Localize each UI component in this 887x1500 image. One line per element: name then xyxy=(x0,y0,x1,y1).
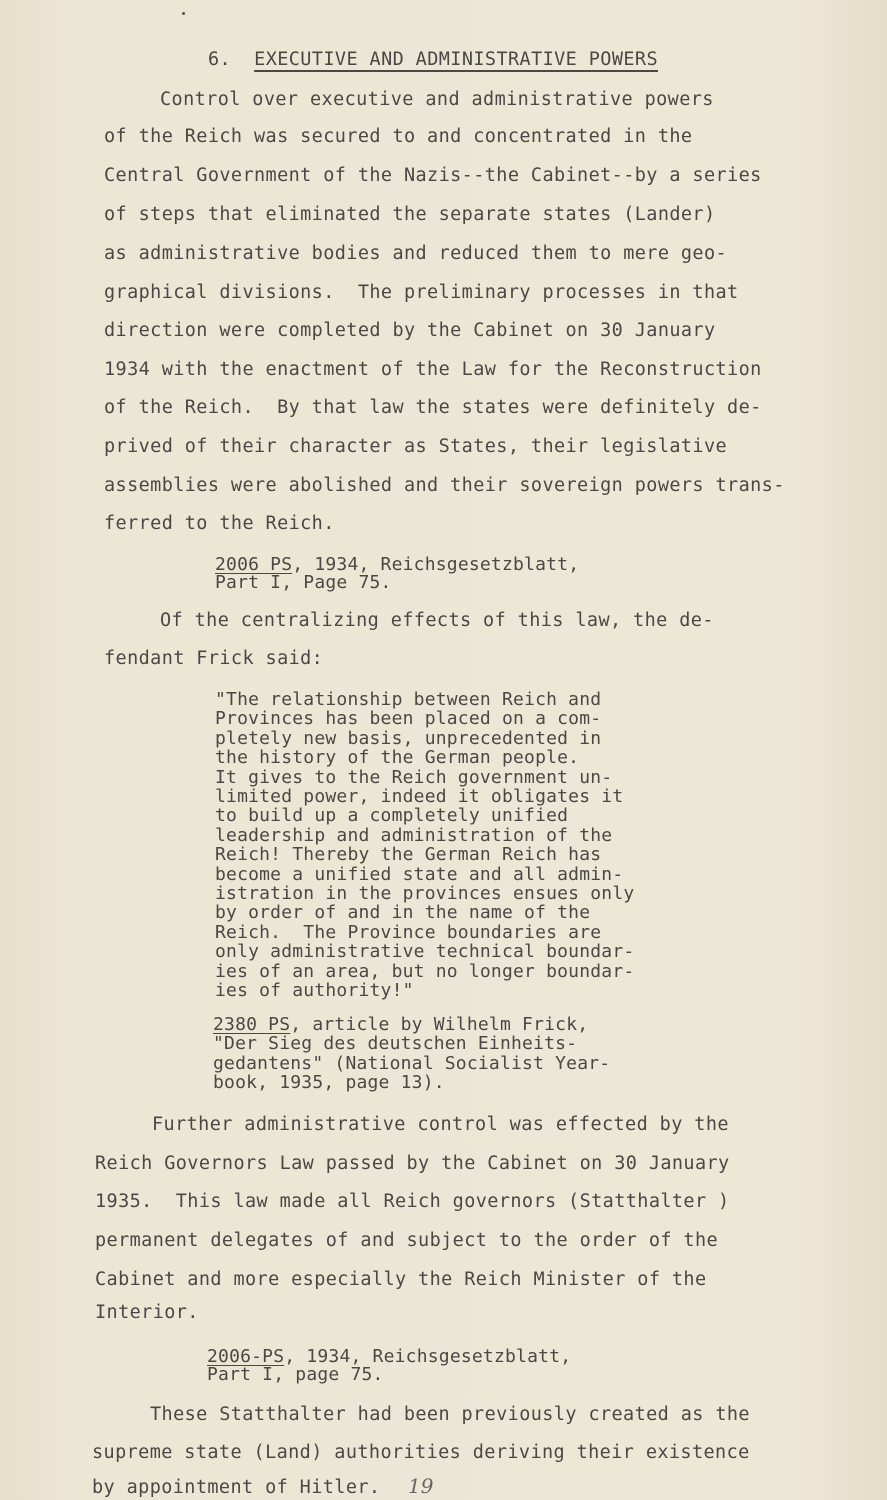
paragraph-line: as administrative bodies and reduced them to mere geo- xyxy=(104,243,728,264)
handwritten-page-number: 19 xyxy=(408,1474,434,1498)
quote-line: Reich! Thereby the German Reich has xyxy=(215,844,602,866)
paragraph-line: of steps that eliminated the separate states (Lander) xyxy=(104,204,716,225)
quote-line: to build up a completely unified xyxy=(215,805,569,827)
quote-line: "The relationship between Reich and xyxy=(215,689,602,710)
paragraph-line: Control over executive and administrative powers xyxy=(160,89,714,110)
citation-ref: 2006 PS xyxy=(215,554,293,575)
quote-line: limited power, indeed it obligates it xyxy=(215,786,624,807)
citation-text: , article by Wilhelm Frick, xyxy=(290,1014,589,1035)
citation-line: gedantens" (National Socialist Year- xyxy=(213,1052,611,1074)
citation-line: Part I, Page 75. xyxy=(215,572,392,593)
paragraph-line: permanent delegates of and subject to the order of the xyxy=(95,1230,719,1251)
citation-text: , 1934, Reichsgesetzblatt, xyxy=(284,1346,572,1367)
quote-line: the history of the German people. xyxy=(215,747,580,769)
citation-ref: 2006-PS xyxy=(207,1346,285,1367)
quote-line: by order of and in the name of the xyxy=(215,902,591,924)
paragraph-line: Reich Governors Law passed by the Cabinet on 30 January xyxy=(95,1153,730,1174)
paragraph-line: Of the centralizing effects of this law, the de- xyxy=(160,610,714,631)
paragraph-line: 1935. This law made all Reich governors (Statthalter ) xyxy=(95,1191,730,1212)
quote-line: Provinces has been placed on a com- xyxy=(215,708,602,730)
citation-line: book, 1935, page 13). xyxy=(213,1071,445,1093)
paragraph-line: Central Government of the Nazis--the Cabinet--by a series xyxy=(104,165,762,186)
quote-line: only administrative technical boundar- xyxy=(215,941,635,963)
quote-line: leadership and administration of the xyxy=(215,824,613,846)
paragraph-line: prived of their character as States, their legislative xyxy=(104,436,728,457)
quote-line: Reich. The Province boundaries are xyxy=(215,921,602,943)
paragraph-line: by appointment of Hitler. xyxy=(92,1477,381,1498)
paragraph-line: of the Reich. By that law the states were definitely de- xyxy=(104,397,762,418)
paragraph-line: Interior. xyxy=(95,1302,199,1323)
quote-line: ies of authority!" xyxy=(215,980,414,1001)
ink-speck xyxy=(182,12,185,15)
quote-line: become a unified state and all admin- xyxy=(215,863,624,885)
paragraph-line: These Statthalter had been previously created as the xyxy=(150,1404,750,1425)
paragraph-line: direction were completed by the Cabinet on 30 January xyxy=(104,320,716,341)
quote-line: pletely new basis, unprecedented in xyxy=(215,727,602,749)
paragraph-line: of the Reich was secured to and concentrated in the xyxy=(104,126,693,147)
paragraph-line: supreme state (Land) authorities deriving their existence xyxy=(92,1442,750,1463)
section-title: EXECUTIVE AND ADMINISTRATIVE POWERS xyxy=(254,49,658,70)
citation-line: Part I, page 75. xyxy=(207,1364,384,1385)
paragraph-line: 1934 with the enactment of the Law for the Reconstruction xyxy=(104,359,762,380)
section-number: 6. xyxy=(208,49,232,70)
quote-line: ies of an area, but no longer boundar- xyxy=(215,960,635,982)
paragraph-line: assemblies were abolished and their sovereign powers trans- xyxy=(104,475,785,496)
quote-line: It gives to the Reich government un- xyxy=(215,766,613,788)
paragraph-line: fendant Frick said: xyxy=(104,648,324,669)
paragraph-line: Further administrative control was effected by the xyxy=(152,1114,729,1135)
citation-text: , 1934, Reichsgesetzblatt, xyxy=(292,554,580,575)
section-heading xyxy=(208,49,658,71)
citation-ref: 2380 PS xyxy=(213,1014,291,1035)
paragraph-line: Cabinet and more especially the Reich Minister of the xyxy=(95,1269,707,1290)
paragraph-line: graphical divisions. The preliminary processes in that xyxy=(104,282,739,303)
quote-line: istration in the provinces ensues only xyxy=(215,883,635,904)
paragraph-line: ferred to the Reich. xyxy=(104,513,335,534)
citation-line: "Der Sieg des deutschen Einheits- xyxy=(213,1033,578,1055)
